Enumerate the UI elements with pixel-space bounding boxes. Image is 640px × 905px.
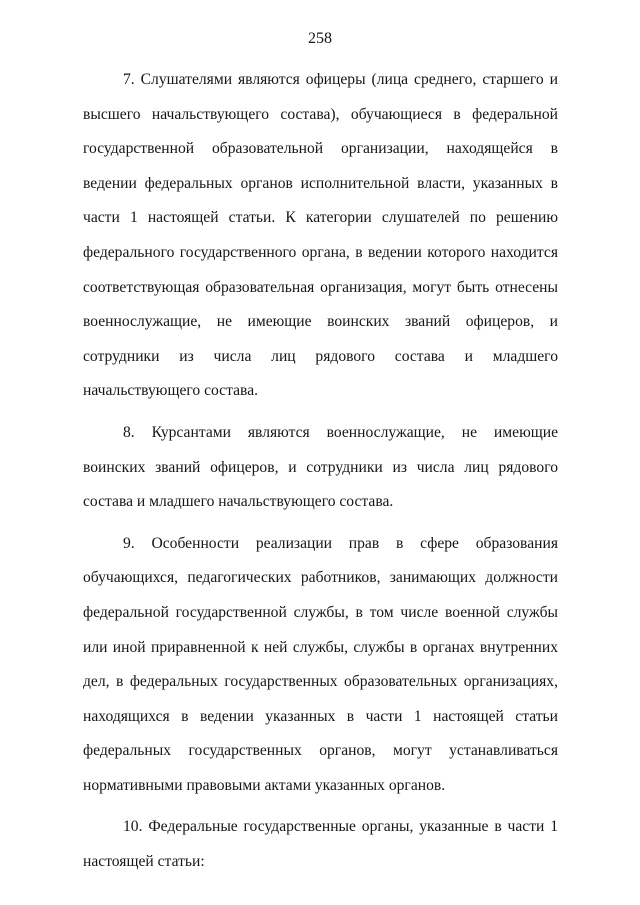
paragraph-8: 8. Курсантами являются военнослужащие, не имеющие воинских званий офицеров, и сотрудники из числа лиц рядового состава и младшего начальствующего состава. <box>83 423 558 511</box>
paragraph-9: 9. Особенности реализации прав в сфере образования обучающихся, педагогических работников, занимающих должности федеральной государственной службы, в том числе военной службы или иной приравненной к ней службы, службы в органах внутренних дел, в федеральных государственных образовательных организациях, находящихся в ведении указанных в части 1 настоящей статьи федеральных государственных органов, могут устанавливаться нормативными правовыми актами указанных органов. <box>83 534 558 794</box>
paragraph-10: 10. Федеральные государственные органы, указанные в части 1 настоящей статьи: <box>83 818 558 871</box>
document-body <box>83 63 558 887</box>
page-number: 258 <box>308 30 332 47</box>
paragraph-7: 7. Слушателями являются офицеры (лица среднего, старшего и высшего начальствующего состава), обучающиеся в федеральной государственной образовательной организации, находящейся в ведении федеральных органов исполнительной власти, указанных в части 1 настоящей статьи. К категории слушателей по решению федерального государственного органа, в ведении которого находится соответствующая образовательная организация, могут быть отнесены военнослужащие, не имеющие воинских званий офицеров, и сотрудники из числа лиц рядового состава и младшего начальствующего состава. <box>83 71 558 400</box>
